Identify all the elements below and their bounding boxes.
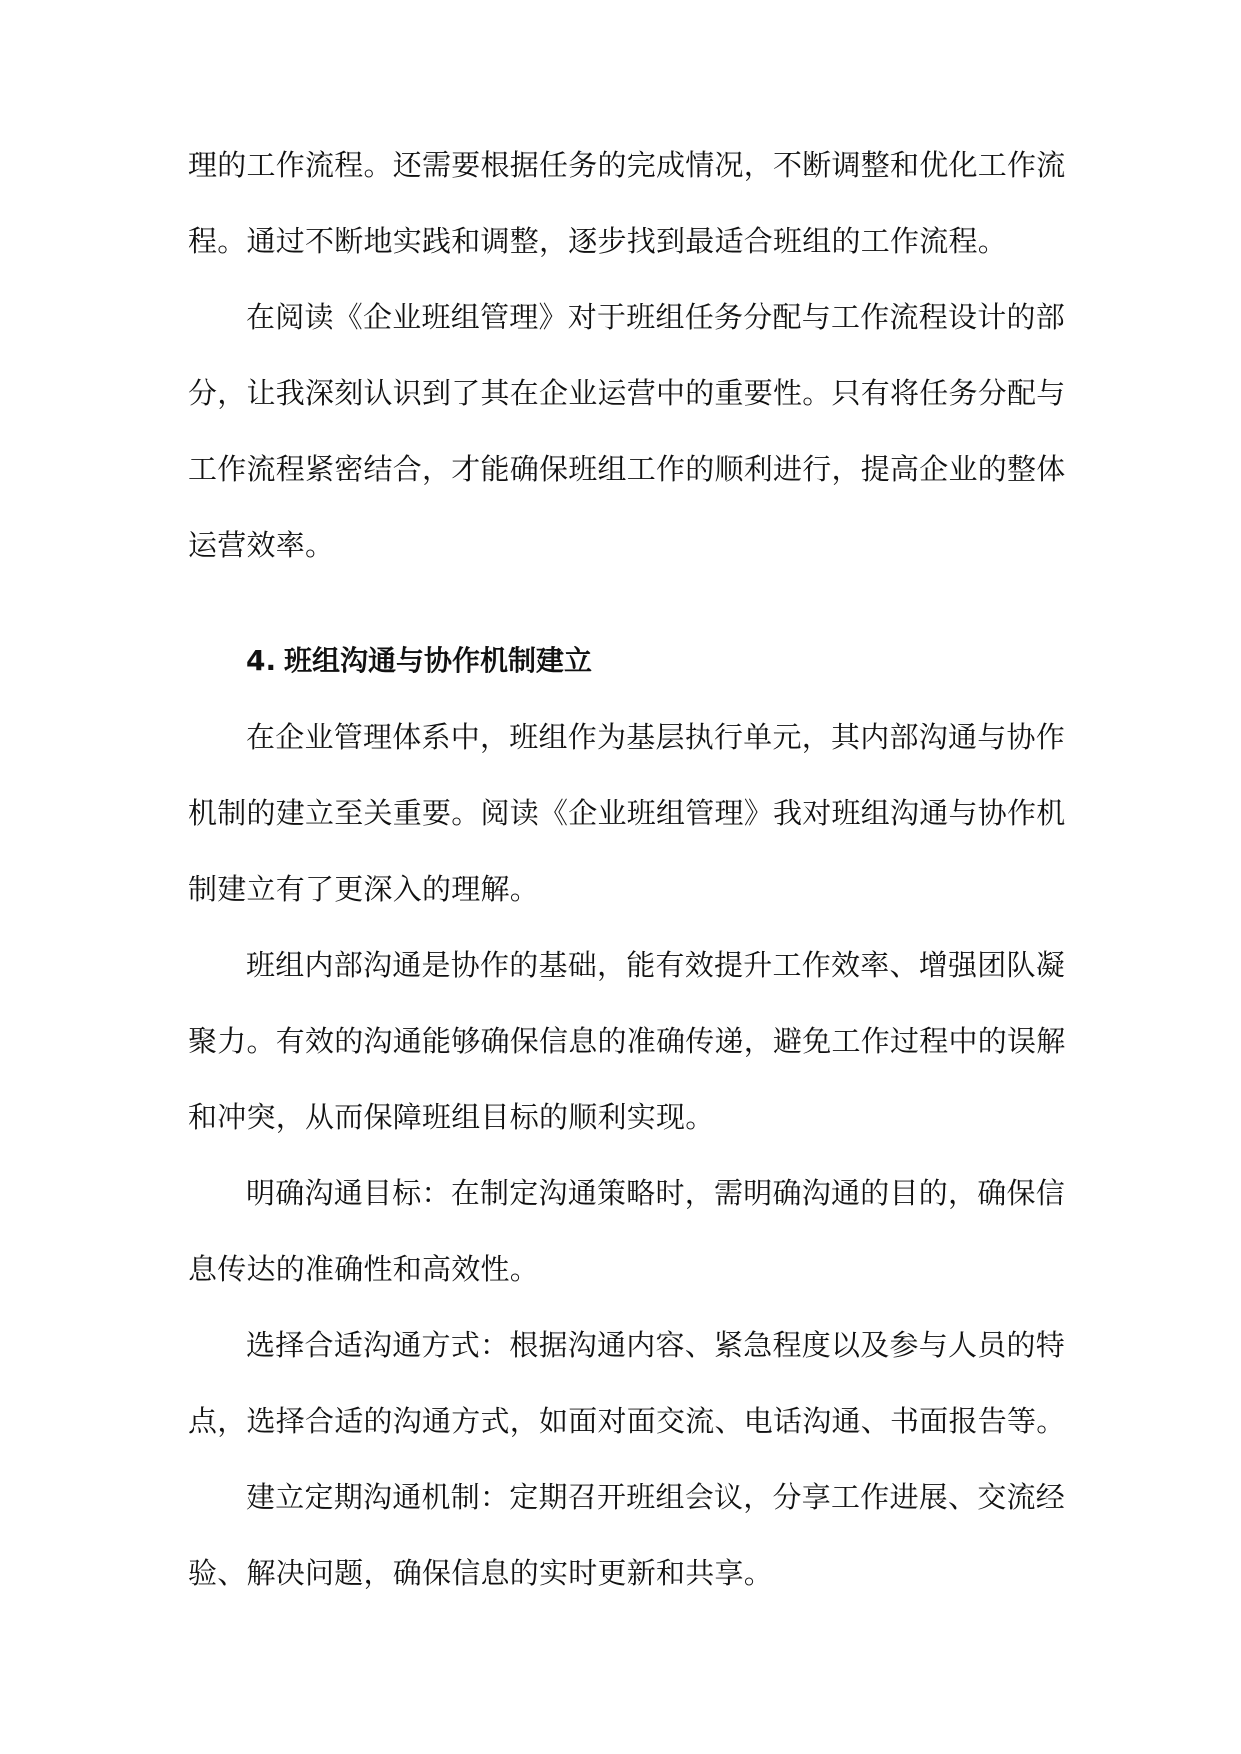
text-line: 理的工作流程。还需要根据任务的完成情况，不断调整和优化工作流	[188, 148, 1066, 182]
text-line: 分，让我深刻认识到了其在企业运营中的重要性。只有将任务分配与	[188, 376, 1066, 410]
text-line: 工作流程紧密结合，才能确保班组工作的顺利进行，提高企业的整体	[188, 452, 1066, 486]
paragraph-workflow-continued	[188, 141, 1066, 293]
text-line: 班组内部沟通是协作的基础，能有效提升工作效率、增强团队凝	[246, 948, 1066, 982]
text-line: 验、解决问题，确保信息的实时更新和共享。	[188, 1556, 774, 1590]
paragraph-regular-mechanism	[188, 1473, 1066, 1625]
text-line: 明确沟通目标：在制定沟通策略时，需明确沟通的目的，确保信	[246, 1176, 1066, 1210]
text-line: 程。通过不断地实践和调整，逐步找到最适合班组的工作流程。	[188, 224, 1008, 258]
text-line: 和冲突，从而保障班组目标的顺利实现。	[188, 1100, 715, 1134]
paragraph-communication-intro	[188, 713, 1066, 941]
document-body	[188, 141, 1066, 1625]
paragraph-communication-basis	[188, 941, 1066, 1169]
text-line: 机制的建立至关重要。阅读《企业班组管理》我对班组沟通与协作机	[188, 796, 1066, 830]
paragraph-clear-goals	[188, 1169, 1066, 1321]
section-number: 4.	[246, 644, 277, 677]
paragraph-choose-method	[188, 1321, 1066, 1473]
section-spacer	[188, 597, 1054, 637]
text-line: 在企业管理体系中，班组作为基层执行单元，其内部沟通与协作	[246, 720, 1066, 754]
text-line: 在阅读《企业班组管理》对于班组任务分配与工作流程设计的部	[246, 300, 1066, 334]
text-line: 聚力。有效的沟通能够确保信息的准确传递，避免工作过程中的误解	[188, 1024, 1066, 1058]
section-heading	[188, 637, 1054, 713]
text-line: 运营效率。	[188, 528, 335, 562]
section-title: 班组沟通与协作机制建立	[284, 644, 593, 677]
text-line: 建立定期沟通机制：定期召开班组会议，分享工作进展、交流经	[246, 1480, 1066, 1514]
text-line: 选择合适沟通方式：根据沟通内容、紧急程度以及参与人员的特	[246, 1328, 1066, 1362]
text-line: 制建立有了更深入的理解。	[188, 872, 540, 906]
text-line: 点，选择合适的沟通方式，如面对面交流、电话沟通、书面报告等。	[188, 1404, 1066, 1438]
text-line: 息传达的准确性和高效性。	[188, 1252, 540, 1286]
paragraph-reading-reflection	[188, 293, 1066, 597]
